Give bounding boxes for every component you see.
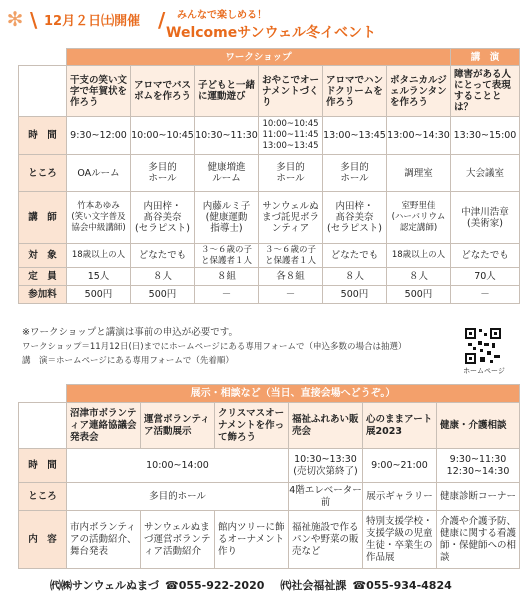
- capacity-cell: ８人: [387, 268, 451, 286]
- row-label-time: 時 間: [19, 117, 67, 155]
- section-exhibition-header: 展示・相談など（当日、直接会場へどうぞ。）: [67, 385, 520, 403]
- topic-cell: アロマでバスボムを作ろう: [131, 66, 195, 117]
- workshop-lecture-table: [18, 48, 520, 304]
- section-workshop-header: ワークショップ: [67, 49, 451, 66]
- time-cell: 9:30~11:30 12:30~14:30: [437, 449, 520, 483]
- time-cell: 9:30~12:00: [67, 117, 131, 155]
- fee-cell: －: [195, 286, 259, 304]
- fee-cell: 500円: [131, 286, 195, 304]
- time-cell: 13:30~15:00: [451, 117, 520, 155]
- content-cell: 館内ツリーに飾るオーナメント作り: [215, 511, 289, 569]
- application-note: [22, 326, 442, 368]
- divider-slash: /: [158, 8, 166, 32]
- topic-cell: 子どもと一緒に運動遊び: [195, 66, 259, 117]
- snowflake-icon: ✻: [6, 7, 24, 31]
- row-label-fee: 参加料: [19, 286, 67, 304]
- row-label-lecturer: 講 師: [19, 192, 67, 244]
- time-cell: 13:00~13:45: [323, 117, 387, 155]
- divider-slash: \: [30, 8, 38, 32]
- place-cell: 調理室: [387, 155, 451, 192]
- topic-cell: おやこでオーナメントづくり: [259, 66, 323, 117]
- note-line: 講 演＝ホームページにある専用フォームで（先着順）: [22, 356, 234, 366]
- place-cell: 4階エレベーター前: [289, 483, 363, 511]
- capacity-cell: 70人: [451, 268, 520, 286]
- lecturer-cell: 内田梓・ 髙谷美奈 (セラピスト): [131, 192, 195, 244]
- lecturer-cell: 中津川浩章 (美術家): [451, 192, 520, 244]
- section-lecture-header: 講 演: [451, 49, 520, 66]
- note-line: ワークショップ＝11月12日(日)までにホームページにある専用フォームで（申込多数の場合は抽選）: [22, 342, 407, 352]
- time-cell: 10:00~14:00: [67, 449, 289, 483]
- topic-cell: 健康・介護相談: [437, 403, 520, 449]
- place-cell: 健康診断コーナー: [437, 483, 520, 511]
- topic-cell: クリスマスオーナメントを作って飾ろう: [215, 403, 289, 449]
- target-cell: ３～６歳の子 と保護者１人: [259, 244, 323, 268]
- row-label-place: ところ: [19, 155, 67, 192]
- place-cell: 多目的ホール: [67, 483, 289, 511]
- fee-cell: 500円: [67, 286, 131, 304]
- lecturer-cell: 内田梓・ 髙谷美奈 (セラピスト): [323, 192, 387, 244]
- lecturer-cell: 室野里佳 (ハーバリウム 認定講師): [387, 192, 451, 244]
- place-cell: 多目的 ホール: [131, 155, 195, 192]
- capacity-cell: ８組: [195, 268, 259, 286]
- target-cell: 18歳以上の人: [387, 244, 451, 268]
- time-cell: 10:00~10:45: [131, 117, 195, 155]
- note-line: ※ワークショップと講演は事前の申込が必要です。: [22, 327, 239, 338]
- capacity-cell: ８人: [131, 268, 195, 286]
- fee-cell: 500円: [323, 286, 387, 304]
- time-cell: 10:00~10:45 11:00~11:45 13:00~13:45: [259, 117, 323, 155]
- lecturer-cell: サンウェルぬ まづ託児ボラ ンティア: [259, 192, 323, 244]
- blank-cell: [19, 403, 67, 449]
- topic-cell: 沼津市ボランティア連絡協議会発表会: [67, 403, 141, 449]
- time-cell: 10:30~13:30 (売切次第終了): [289, 449, 363, 483]
- target-cell: 18歳以上の人: [67, 244, 131, 268]
- fee-cell: －: [451, 286, 520, 304]
- capacity-cell: 各８組: [259, 268, 323, 286]
- contact-footer: [50, 574, 510, 596]
- row-label-content: 内 容: [19, 511, 67, 569]
- qr-label: ホームページ: [463, 367, 505, 375]
- place-cell: 健康増進 ルーム: [195, 155, 259, 192]
- content-cell: 市内ボランティアの活動紹介、舞台発表: [67, 511, 141, 569]
- lecturer-cell: 内藤ルミ子 (健康運動 指導士): [195, 192, 259, 244]
- content-cell: サンウェルぬまづ運営ボランティア活動紹介: [141, 511, 215, 569]
- topic-cell: 福祉ふれあい販売会: [289, 403, 363, 449]
- target-cell: ３～６歳の子 と保護者１人: [195, 244, 259, 268]
- header-banner: [0, 0, 521, 46]
- topic-cell: 干支の笑い文字で年賀状を作ろう: [67, 66, 131, 117]
- topic-cell: 障害がある人にとって表現することとは？: [451, 66, 520, 117]
- target-cell: どなたでも: [131, 244, 195, 268]
- place-cell: OAルーム: [67, 155, 131, 192]
- capacity-cell: ８人: [323, 268, 387, 286]
- content-cell: 特別支援学校・支援学級の児童生徒・卒業生の作品展: [363, 511, 437, 569]
- phone-number[interactable]: ☎055-934-4824: [352, 578, 452, 592]
- row-label-place: ところ: [19, 483, 67, 511]
- topic-cell: アロマでハンドクリームを作ろう: [323, 66, 387, 117]
- target-cell: どなたでも: [323, 244, 387, 268]
- page-title: Welcomeサンウェル冬イベント: [166, 25, 376, 41]
- place-cell: 展示ギャラリー: [363, 483, 437, 511]
- row-label-time: 時 間: [19, 449, 67, 483]
- time-cell: 13:00~14:30: [387, 117, 451, 155]
- fee-cell: 500円: [387, 286, 451, 304]
- topic-cell: 心のままアート展2023: [363, 403, 437, 449]
- content-cell: 介護や介護予防、健康に関する看護師・保健師への相談: [437, 511, 520, 569]
- time-cell: 10:30~11:30: [195, 117, 259, 155]
- target-cell: どなたでも: [451, 244, 520, 268]
- qr-code-icon[interactable]: [464, 327, 502, 365]
- org-name: ㈹㈱サンウェルぬまづ: [50, 579, 160, 592]
- capacity-cell: 15人: [67, 268, 131, 286]
- content-cell: 福祉施設で作るパンや野菜の販売など: [289, 511, 363, 569]
- place-cell: 多目的 ホール: [259, 155, 323, 192]
- org-name: ㈹社会福祉課: [280, 579, 347, 592]
- topic-cell: 運営ボランティア活動展示: [141, 403, 215, 449]
- phone-number[interactable]: ☎055-922-2020: [165, 578, 265, 592]
- time-cell: 9:00~21:00: [363, 449, 437, 483]
- exhibition-table: [18, 384, 520, 569]
- event-date: 12月２日㈯開催: [44, 14, 141, 29]
- lecturer-cell: 竹本あゆみ (笑い文字普及 協会中級講師): [67, 192, 131, 244]
- place-cell: 多目的 ホール: [323, 155, 387, 192]
- row-label-capacity: 定 員: [19, 268, 67, 286]
- tagline: みんなで楽しめる！: [177, 10, 267, 21]
- place-cell: 大会議室: [451, 155, 520, 192]
- blank-cell: [19, 66, 67, 117]
- row-label-target: 対 象: [19, 244, 67, 268]
- topic-cell: ボタニカルジェルランタンを作ろう: [387, 66, 451, 117]
- fee-cell: －: [259, 286, 323, 304]
